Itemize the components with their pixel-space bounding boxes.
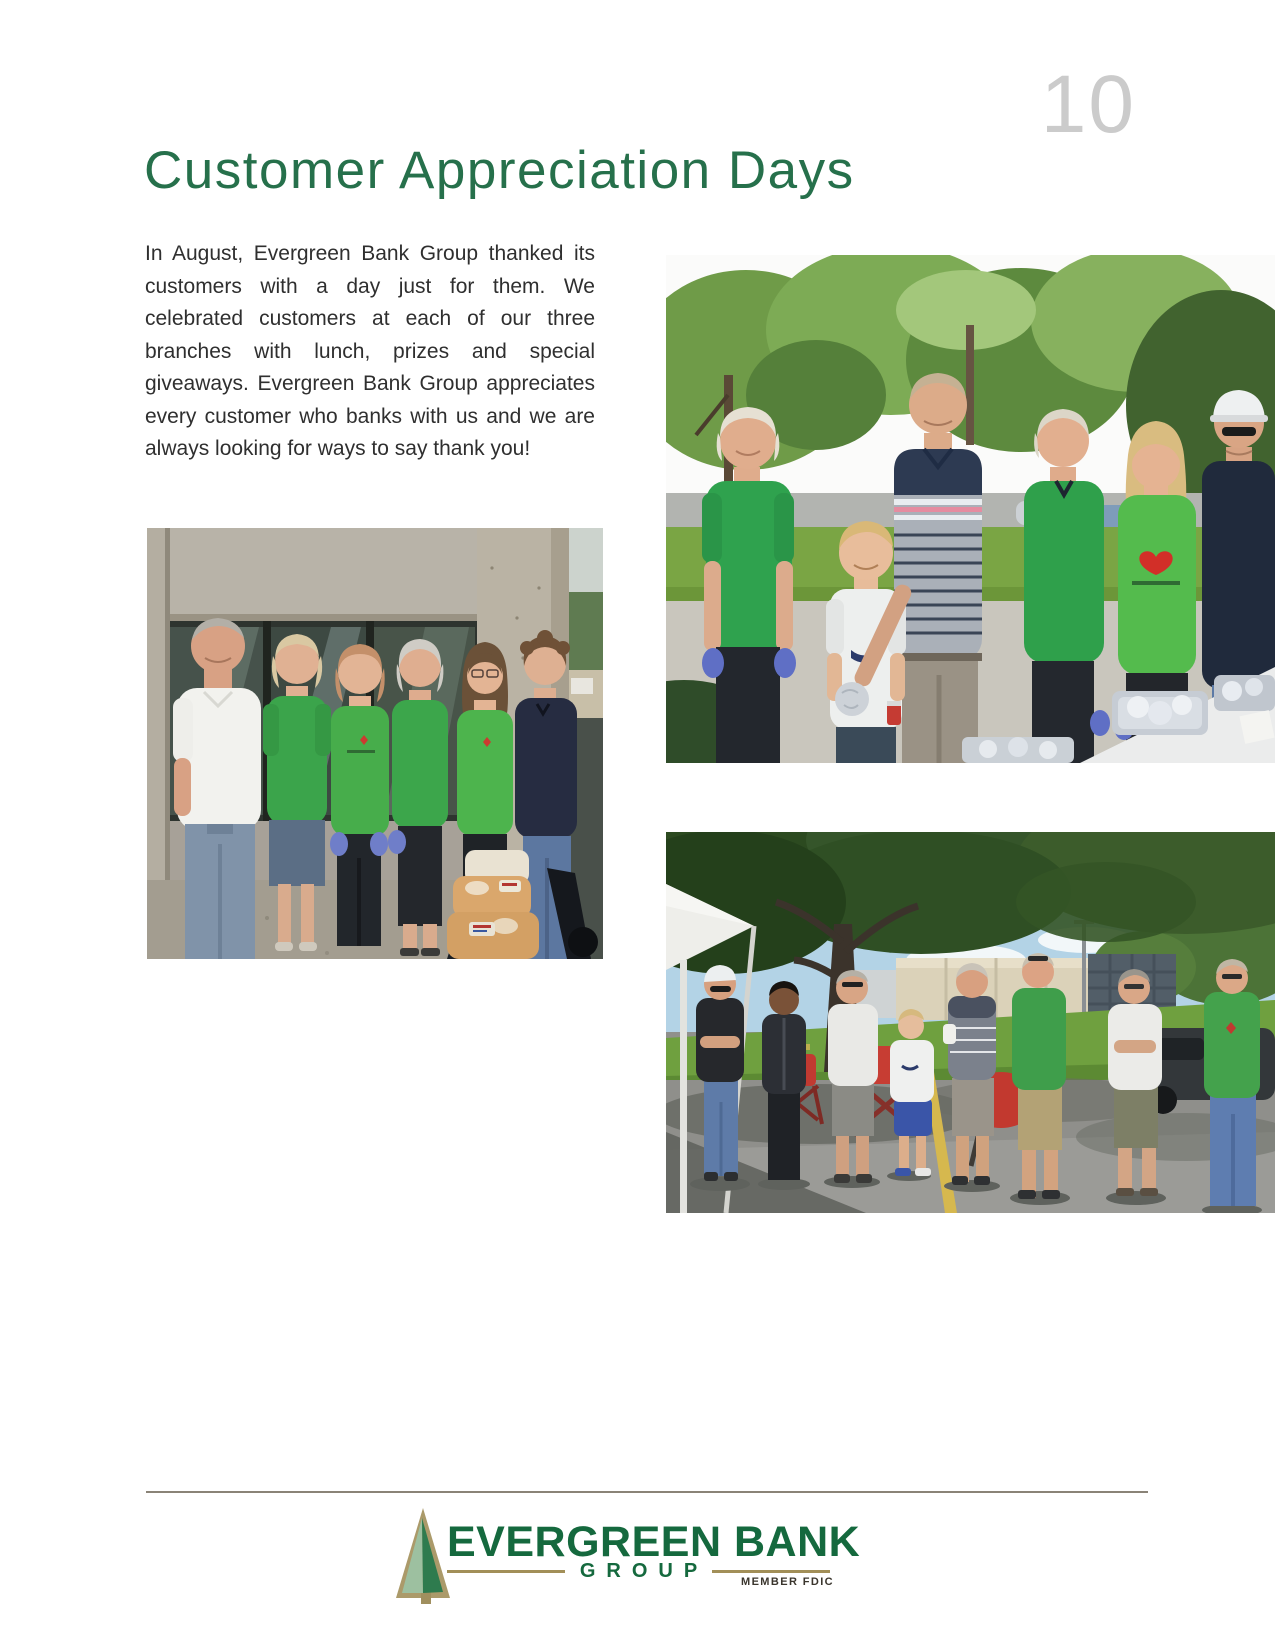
photo-branch-team-illustration xyxy=(147,528,603,959)
person-woman-gloves-1 xyxy=(330,644,389,946)
photo-customers-group xyxy=(666,255,1275,763)
logo-rule-right xyxy=(712,1570,830,1573)
page-title: Customer Appreciation Days xyxy=(144,141,855,200)
member-fdic-label: MEMBER FDIC xyxy=(741,1576,835,1588)
photo-parking-lot-illustration xyxy=(666,832,1275,1213)
photo-parking-lot-group xyxy=(666,832,1275,1213)
evergreen-tree-icon xyxy=(393,1506,453,1604)
page-number: 10 xyxy=(1040,59,1136,150)
footer-divider xyxy=(146,1491,1148,1493)
photo-customers-group-illustration xyxy=(666,255,1275,763)
intro-paragraph: In August, Evergreen Bank Group thanked its customers with a day just for them. We celebrated customers at each of our three branches with lunch, prizes and special giveaways. Evergreen Bank Group appreciates every customer who banks with us and we are always looking for ways to say thank you! xyxy=(145,242,595,460)
logo-group-label: GROUP xyxy=(579,1559,709,1582)
logo-bank-name: EVERGREEN BANK xyxy=(447,1518,861,1566)
photo-branch-team xyxy=(147,528,603,959)
logo-rule-left xyxy=(447,1570,565,1573)
person-green-shirt-right xyxy=(1202,959,1262,1213)
